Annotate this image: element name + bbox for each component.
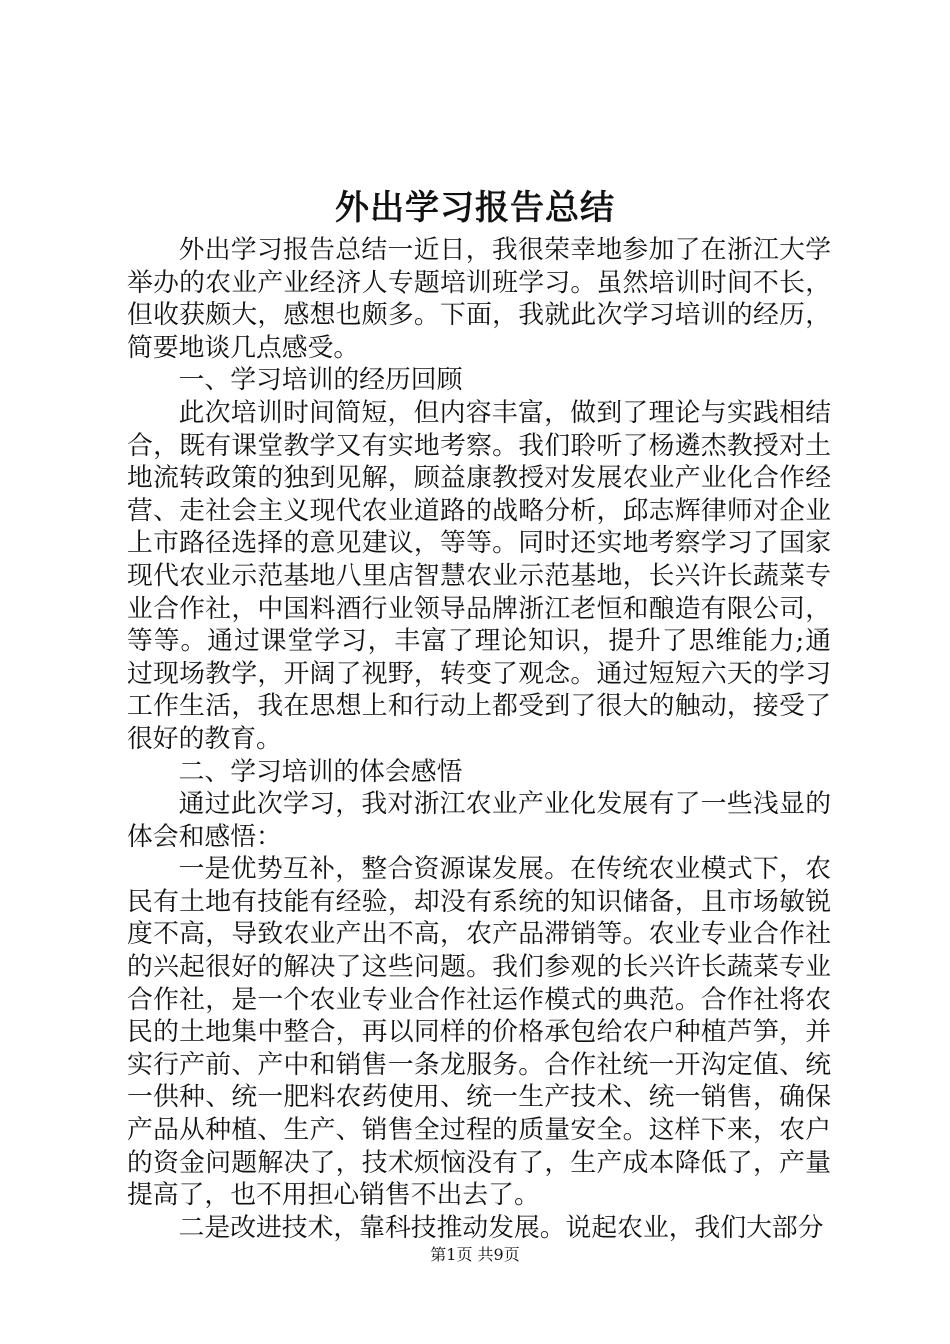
section-heading-1: 一、学习培训的经历回顾 — [178, 365, 463, 396]
document-title: 外出学习报告总结 — [335, 188, 615, 228]
paragraph-point-one: 一是优势互补，整合资源谋发展。在传统农业模式下，农民有土地有技能有经验，却没有系统的知识储备，且市场敏锐度不高，导致农业产出不高，农产品滞销等。农业专业合作社的兴起很好的解决了这些问题。我们参观的长兴许长蔬菜专业合作社，是一个农业专业合作社运作模式的典范。合作社将农民的土地集中整合，再以同样的价格承包给农户种植芦笋，并实行产前、产中和销售一条龙服务。合作社统一开沟定值、统一供种、统一肥料农药使用、统一生产技术、统一销售，确保产品从种植、生产、销售全过程的质量安全。这样下来，农户的资金问题解决了，技术烦恼没有了，生产成本降低了，产量提高了，也不用担心销售不出去了。 — [127, 854, 831, 1211]
document-body — [127, 234, 831, 1244]
paragraph-intro: 外出学习报告总结一近日，我很荣幸地参加了在浙江大学举办的农业产业经济人专题培训班学习。虽然培训时间不长，但收获颇大，感想也颇多。下面，我就此次学习培训的经历，简要地谈几点感受。 — [127, 235, 831, 363]
paragraph-review: 此次培训时间简短，但内容丰富，做到了理论与实践相结合，既有课堂教学又有实地考察。我们聆听了杨遴杰教授对土地流转政策的独到见解，顾益康教授对发展农业产业化合作经营、走社会主义现代农业道路的战略分析，邱志辉律师对企业上市路径选择的意见建议，等等。同时还实地考察学习了国家现代农业示范基地八里店智慧农业示范基地，长兴许长蔬菜专业合作社，中国料酒行业领导品牌浙江老恒和酿造有限公司，等等。通过课堂学习，丰富了理论知识，提升了思维能力;通过现场教学，开阔了视野，转变了观念。通过短短六天的学习工作生活，我在思想上和行动上都受到了很大的触动，接受了很好的教育。 — [127, 397, 831, 754]
paragraph-point-two: 二是改进技术，靠科技推动发展。说起农业，我们大部分 — [178, 1212, 824, 1243]
page-footer: 第1页 共9页 — [430, 1245, 520, 1264]
paragraph-reflection-lead: 通过此次学习，我对浙江农业产业化发展有了一些浅显的体会和感悟： — [127, 789, 831, 852]
section-heading-2: 二、学习培训的体会感悟 — [178, 756, 463, 787]
